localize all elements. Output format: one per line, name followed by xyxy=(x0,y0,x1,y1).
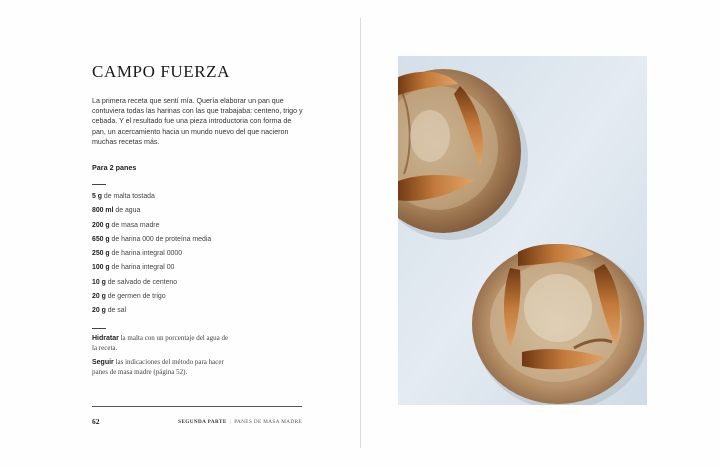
running-head-section: PANES DE MASA MADRE xyxy=(234,419,302,425)
ingredient-name: de salvado de centeno xyxy=(107,278,178,286)
ingredient-qty: 10 g xyxy=(92,278,106,286)
ingredient-list xyxy=(92,190,211,319)
recipe-intro: La primera receta que sentí mía. Quería elaborar un pan que contuviera todas las harinas con las que trabajaba: centeno, trigo y cebada. Y el resultado fue una pieza introductoria con forma de pan, un acercamiento hacia un mundo nuevo del que nacieron muchas recetas más. xyxy=(92,97,303,146)
step-lead: Hidratar xyxy=(92,335,119,342)
running-head-separator: | xyxy=(229,419,232,425)
divider xyxy=(92,328,106,329)
bread-photo-illustration xyxy=(398,56,647,405)
servings-label: Para 2 panes xyxy=(92,163,137,172)
ingredient-name: de sal xyxy=(107,307,127,315)
method-steps xyxy=(92,334,232,382)
divider xyxy=(92,184,106,185)
ingredient-item xyxy=(92,261,211,275)
ingredient-item xyxy=(92,190,211,204)
ingredient-name: de agua xyxy=(115,207,141,215)
ingredient-item xyxy=(92,304,211,318)
ingredient-qty: 250 g xyxy=(92,250,110,258)
bread-loaves-photo xyxy=(398,56,647,405)
ingredient-name: de malta tostada xyxy=(103,193,155,200)
page-number: 62 xyxy=(92,417,100,426)
ingredient-item xyxy=(92,219,211,233)
ingredient-name: de harina 000 de proteína media xyxy=(111,235,212,243)
bottom-loaf xyxy=(472,244,644,404)
ingredient-name: de harina integral 00 xyxy=(111,264,175,272)
ingredient-name: de germen de trigo xyxy=(107,293,166,301)
ingredient-item xyxy=(92,247,211,261)
ingredient-qty: 200 g xyxy=(92,221,110,229)
ingredient-item xyxy=(92,290,211,304)
ingredient-item xyxy=(92,276,211,290)
ingredient-qty: 650 g xyxy=(92,235,110,243)
ingredient-qty: 20 g xyxy=(92,293,106,301)
step-lead: Seguir xyxy=(92,359,114,366)
method-step xyxy=(92,334,232,353)
step-text: las indicaciones del método para hacer panes de masa madre (página 52). xyxy=(92,358,224,376)
ingredient-qty: 5 g xyxy=(92,193,102,200)
ingredient-name: de harina integral 0000 xyxy=(111,250,183,258)
ingredient-item xyxy=(92,204,211,218)
ingredient-name: de masa madre xyxy=(111,221,160,229)
footer-rule xyxy=(92,406,302,407)
method-step xyxy=(92,358,232,377)
ingredient-qty: 20 g xyxy=(92,307,106,315)
ingredient-qty: 100 g xyxy=(92,264,110,272)
right-page xyxy=(361,0,720,467)
step-text: la malta con un porcentaje del agua de la receta. xyxy=(92,334,229,352)
running-head xyxy=(178,419,302,425)
running-head-part: SEGUNDA PARTE xyxy=(178,419,227,425)
ingredient-qty: 800 ml xyxy=(92,207,114,215)
recipe-title: CAMPO FUERZA xyxy=(92,62,231,81)
ingredient-item xyxy=(92,233,211,247)
